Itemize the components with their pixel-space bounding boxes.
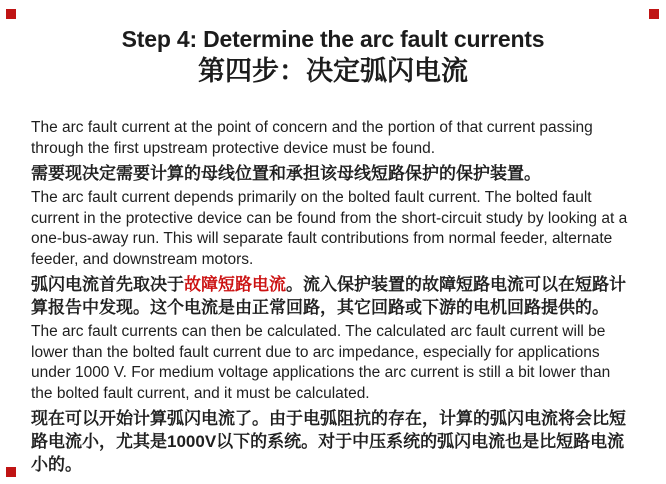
paragraph-english-1: The arc fault current at the point of concern and the portion of that current passing through the first upstream protective device must be found.: [31, 119, 593, 157]
paragraph-chinese-3: [31, 407, 635, 476]
red-corner-marker-top-left: [6, 9, 16, 19]
red-highlight-text: 故障短路电流: [184, 275, 286, 294]
slide-title-english: Step 4: Determine the arc fault currents: [121, 26, 545, 52]
paragraph-chinese-2-lead-text: 弧闪电流首先取决于: [31, 275, 184, 294]
bold-voltage-text: 1000V: [167, 432, 217, 451]
red-corner-marker-top-right: [649, 9, 659, 19]
red-corner-marker-bottom-left: [6, 467, 16, 477]
slide-body: [31, 118, 635, 476]
paragraph-chinese-3-rest-text: 以下的系统。对于中压系统的弧闪电流也是比短路电流小的。: [31, 432, 625, 474]
paragraph-chinese-3-lead-text: 现在可以开始计算弧闪电流了。由于电弧阻抗的存在，计算的弧闪电流将会比短路电流小，尤其是: [31, 409, 626, 451]
paragraph-chinese-2: [31, 273, 635, 319]
paragraph-chinese-1: 需要现决定需要计算的母线位置和承担该母线短路保护的保护装置。: [31, 164, 541, 183]
paragraph-english-3: The arc fault currents can then be calculated. The calculated arc fault current will be lower than the bolted fault current due to arc impedance, especially for applications under 1000 V. For medium voltage applications the arc current is still a bit lower than the bolted fault current, and it must be calculated.: [31, 323, 611, 402]
slide-title-block: [0, 24, 666, 88]
paragraph-english-2: The arc fault current depends primarily on the bolted fault current. The bolted fault current in the protective device can be found from the short-circuit study by looking at a one-bus-away run. This will separate fault contributions from normal feeder, alternate feeder, and downstream motors.: [31, 189, 628, 268]
paragraph-chinese-2-rest-text: 。流入保护装置的故障短路电流可以在短路计算报告中发现。这个电流是由正常回路，其它回路或下游的电机回路提供的。: [31, 275, 626, 317]
slide-title-chinese: 第四步：决定弧闪电流: [198, 56, 468, 86]
